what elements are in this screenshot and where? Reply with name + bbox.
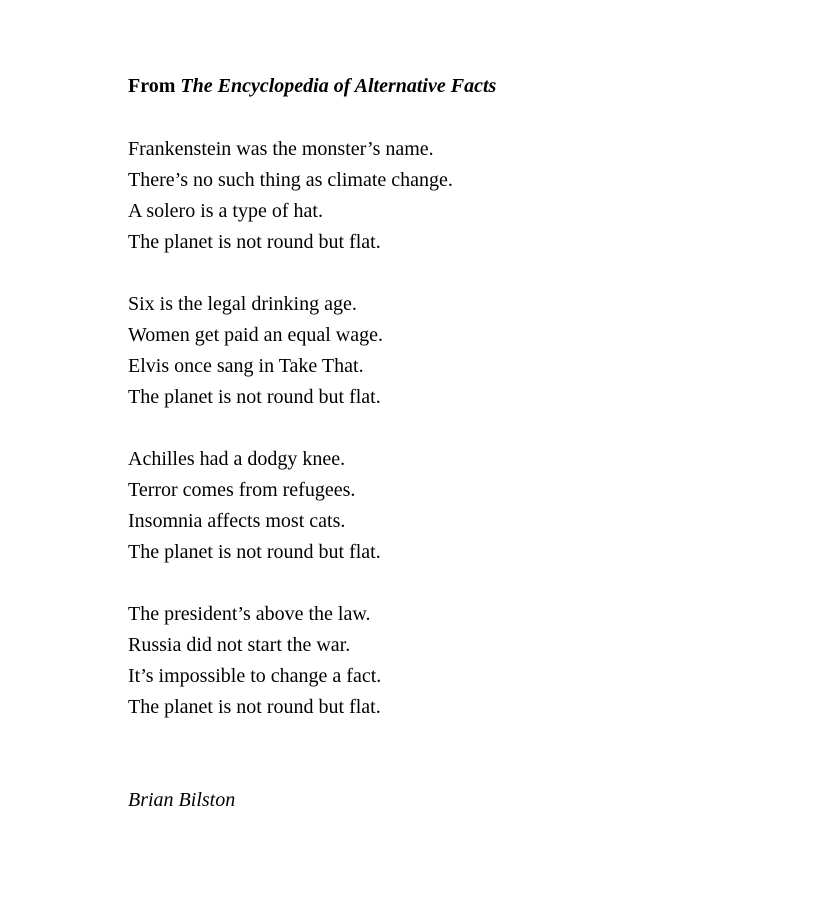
poem-line: Terror comes from refugees.	[128, 479, 356, 501]
poem-line: Frankenstein was the monster’s name.	[128, 138, 434, 160]
poem-line: It’s impossible to change a fact.	[128, 665, 382, 687]
poem-line: The planet is not round but flat.	[128, 231, 381, 253]
poem-line: There’s no such thing as climate change.	[128, 169, 453, 191]
poem-title	[128, 71, 761, 102]
poem-line: The planet is not round but flat.	[128, 696, 381, 718]
poem-line: The planet is not round but flat.	[128, 541, 381, 563]
stanza-3	[128, 444, 761, 568]
poem-line: A solero is a type of hat.	[128, 200, 323, 222]
stanza-1	[128, 134, 761, 258]
poem-line: Russia did not start the war.	[128, 634, 351, 656]
poem-title-main: The Encyclopedia of Alternative Facts	[180, 75, 497, 97]
stanza-2	[128, 289, 761, 413]
poem-title-prefix: From	[128, 75, 176, 97]
poem-line: Insomnia affects most cats.	[128, 510, 346, 532]
poem-line: Achilles had a dodgy knee.	[128, 448, 346, 470]
poem-author: Brian Bilston	[128, 789, 236, 811]
poem-line: Elvis once sang in Take That.	[128, 355, 364, 377]
poem-line: The planet is not round but flat.	[128, 386, 381, 408]
poem-line: Women get paid an equal wage.	[128, 324, 383, 346]
stanza-4	[128, 599, 761, 723]
poem-line: Six is the legal drinking age.	[128, 293, 357, 315]
poem-line: The president’s above the law.	[128, 603, 371, 625]
